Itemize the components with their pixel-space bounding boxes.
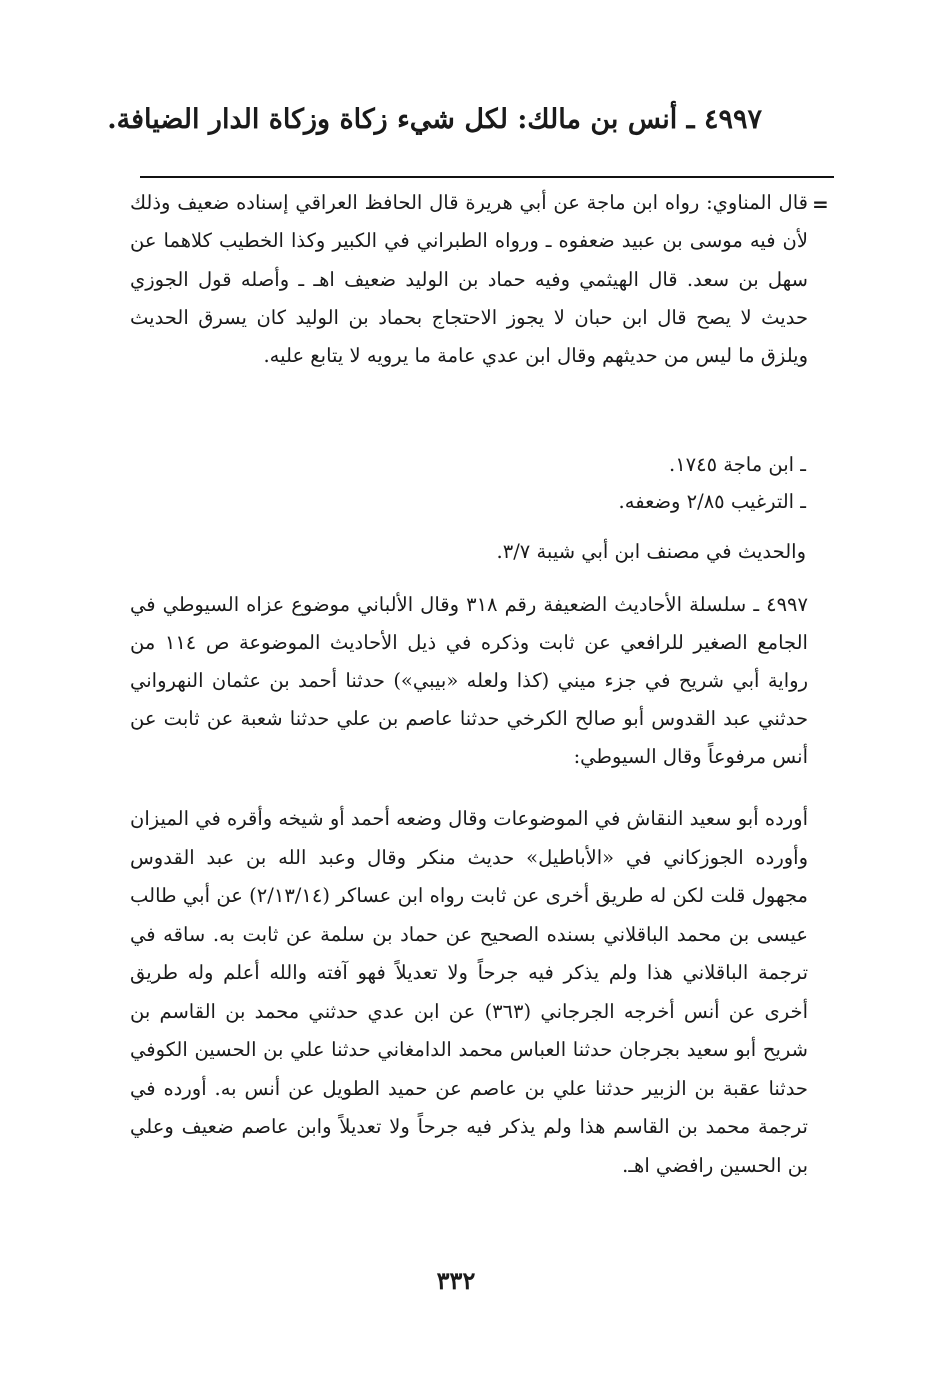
reference-list [406,446,806,520]
continuation-marker: = [812,192,829,216]
section-divider [140,176,834,178]
hadith-source-line: والحديث في مصنف ابن أبي شيبة ٣/٧. [496,540,806,563]
suyuti-quote-paragraph: أورده أبو سعيد النقاش في الموضوعات وقال وضعه أحمد أو شيخه وأقره في الميزان وأورده الجوزكاني في «الأباطيل» حديث منكر وقال وعبد الله بن عبد القدوس مجهول قلت لكن له طريق أخرى عن ثابت رواه ابن عساكر (٢/١٣/١٤) عن أبي طالب عيسى بن محمد الباقلاني بسنده الصحيح عن حماد بن سلمة عن ثابت به. ساقه في ترجمة الباقلاني هذا ولم يذكر فيه جرحاً ولا تعديلاً فهو آفته والله أعلم وله طريق أخرى عن أنس أخرجه الجرجاني (٣٦٣) عن ابن عدي حدثني محمد بن القاسم بن شريح أبو سعيد بجرجان حدثنا العباس محمد الدامغاني حدثنا علي بن الحسين الكوفي حدثنا عقبة بن الزبير حدثنا علي بن عاصم عن حميد الطويل عن أنس به. أورده في ترجمة محمد بن القاسم هذا ولم يذكر فيه جرحاً ولا تعديلاً وابن عاصم ضعيف وعلي بن الحسين رافضي اهـ. [130,807,808,1177]
commentary-paragraph: قال المناوي: رواه ابن ماجة عن أبي هريرة قال الحافظ العراقي إسناده ضعيف وذلك لأن فيه موسى بن عبيد ضعفوه ـ ورواه الطبراني في الكبير وكذا الخطيب كلاهما عن سهل بن سعد. قال الهيثمي وفيه حماد بن الوليد ضعيف اهـ ـ وأصله قول الجوزي حديث لا يصح قال ابن حبان لا يجوز الاحتجاج بحماد بن الوليد كان يسرق الحديث ويلزق ما ليس من حديثهم وقال ابن عدي عامة ما يرويه لا يتابع عليه. [130,191,808,368]
reference-item-targhib: ـ الترغيب ٢/٨٥ وضعفه. [618,490,806,513]
page-number: ٣٣٢ [436,1266,476,1295]
reference-item-ibn-majah: ـ ابن ماجة ١٧٤٥. [668,453,806,476]
silsila-paragraph: ٤٩٩٧ ـ سلسلة الأحاديث الضعيفة رقم ٣١٨ وقال الألباني موضوع عزاه السيوطي في الجامع الصغير للرافعي عن ثابت وذكره في ذيل الأحاديث الموضوعة ص ١١٤ من رواية أبي شريح في جزء ميني (كذا ولعله «بيبي») حدثنا أحمد بن عثمان النهرواني حدثني عبد القدوس أبو صالح الكرخي حدثنا عاصم بن علي حدثنا شعبة عن ثابت عن أنس مرفوعاً وقال السيوطي: [130,593,808,768]
hadith-title: ٤٩٩٧ ـ أنس بن مالك: لكل شيء زكاة وزكاة الدار الضيافة. [107,104,762,135]
